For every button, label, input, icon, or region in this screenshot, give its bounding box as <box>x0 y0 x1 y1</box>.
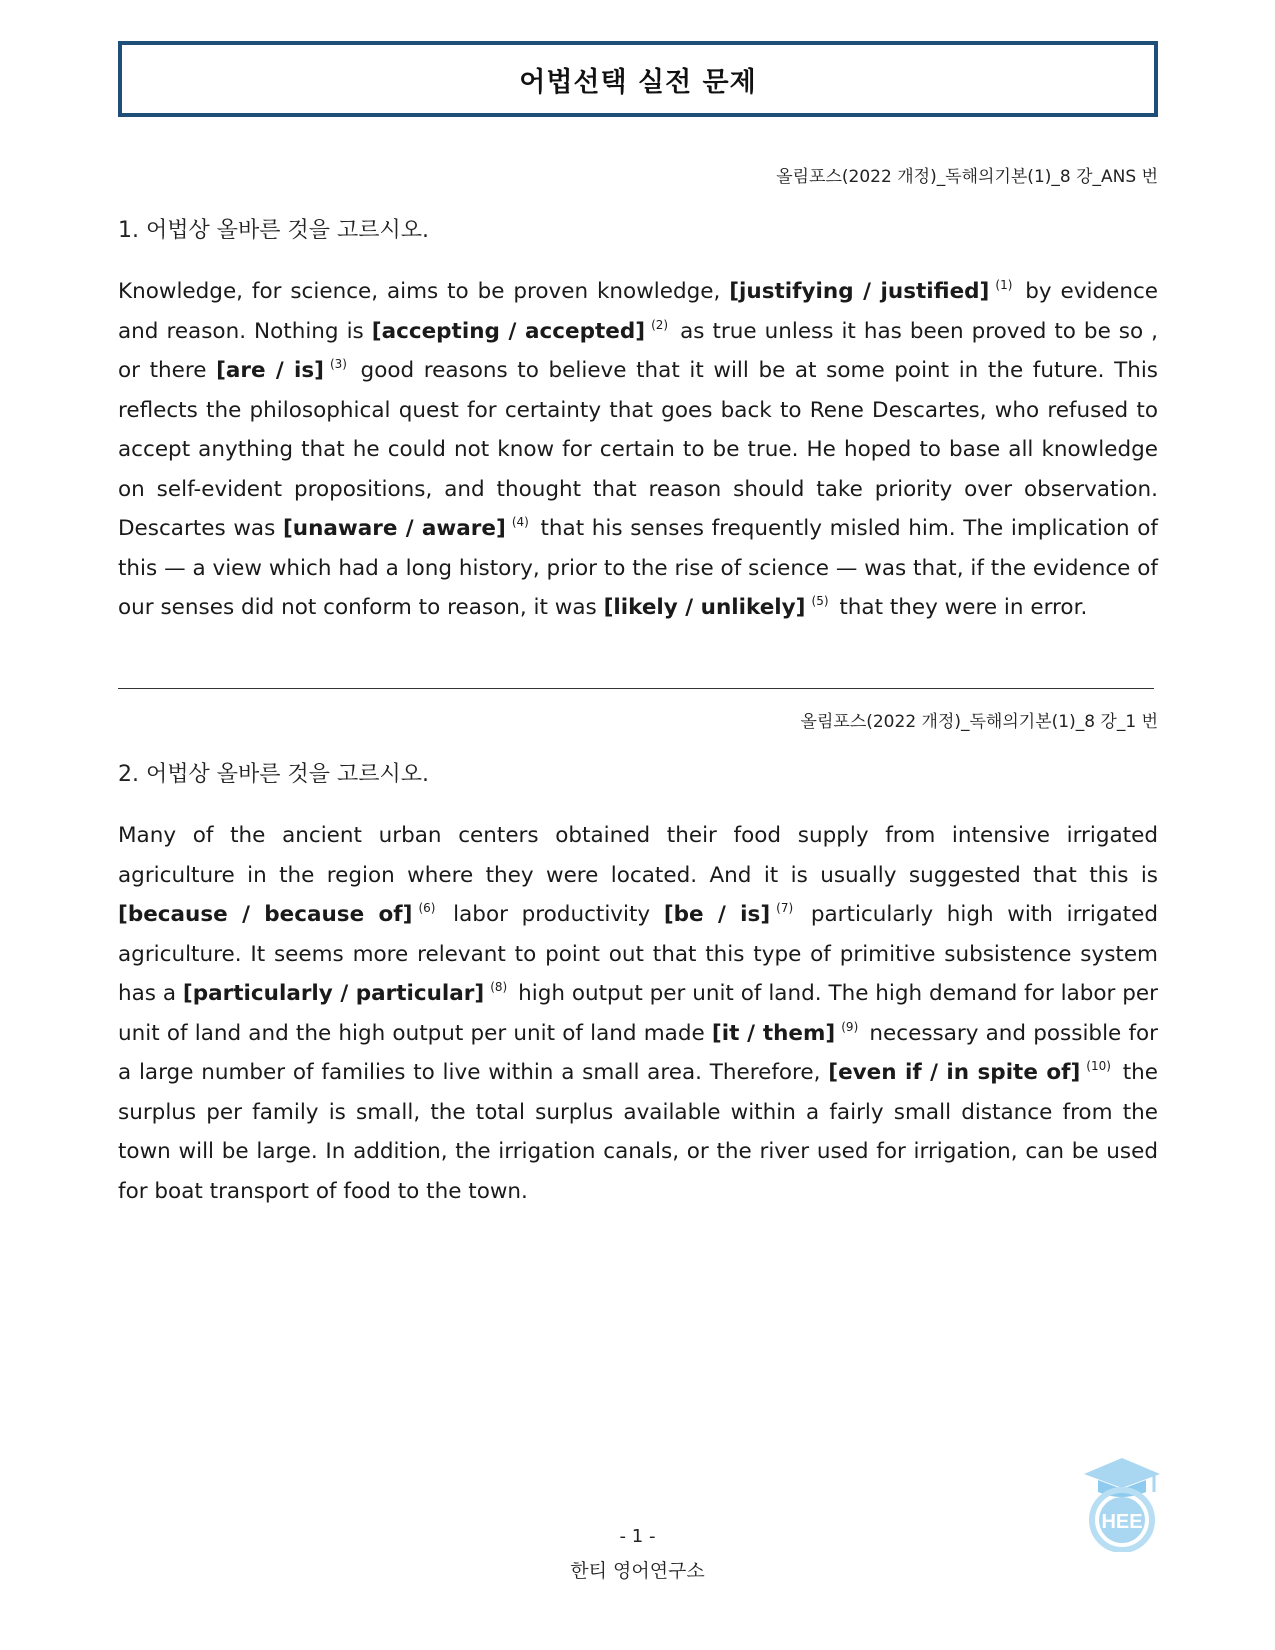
passage-text: by evidence and reason. Nothing is <box>118 279 1158 344</box>
page-number: - 1 - <box>619 1526 656 1547</box>
choice-4: [unaware / aware] <box>282 516 506 541</box>
question-2-source: 올림포스(2022 개정)_독해의기본(1)_8 강_1 번 <box>800 712 1158 732</box>
choice-10: [even if / in spite of] <box>828 1060 1081 1085</box>
passage-text: necessary and possible for a large number of families to live within a small area. Therefore, <box>118 1020 1159 1085</box>
passage-text: the surplus per family is small, the total surplus available within a fairly small distance from the town will be large. In addition, the irrigation canals, or the river used for irrigation, can be used for boat transport of food to the town. <box>118 1060 1158 1204</box>
choice-4-number: (4) <box>511 515 529 529</box>
section-divider <box>118 688 1154 689</box>
question-2-instruction: 2. 어법상 올바른 것을 고르시오. <box>118 762 429 787</box>
choice-2: [accepting / accepted] <box>371 318 646 344</box>
passage-text: that they were in error. <box>832 595 1088 620</box>
choice-8-number: (8) <box>490 980 508 994</box>
passage-text: particularly high with irrigated agriculture. It seems more relevant to point out that this type of primitive subsistence system has a <box>118 902 1158 1006</box>
question-2-passage <box>118 816 1158 1211</box>
title-box <box>118 41 1158 117</box>
passage-text: high output per unit of land. The high demand for labor per unit of land and the high output per unit of land made <box>118 981 1158 1046</box>
choice-2-number: (2) <box>651 317 669 332</box>
choice-6-number: (6) <box>418 901 436 915</box>
choice-7-number: (7) <box>776 901 794 915</box>
choice-7: [be / is] <box>663 902 771 927</box>
choice-5: [likely / unlikely] <box>603 595 806 620</box>
question-1-instruction: 1. 어법상 올바른 것을 고르시오. <box>118 218 429 243</box>
passage-text: Many of the ancient urban centers obtained their food supply from intensive irrigated agriculture in the region where they were located. And it is usually suggested that this is <box>118 823 1158 888</box>
choice-1-number: (1) <box>995 278 1013 292</box>
question-1-passage <box>118 272 1158 628</box>
choice-10-number: (10) <box>1086 1059 1111 1073</box>
choice-1: [justifying / justified] <box>729 279 990 304</box>
passage-text: Knowledge, for science, aims to be proven knowledge, <box>118 279 730 304</box>
choice-3-number: (3) <box>329 357 347 371</box>
passage-text: labor productivity <box>439 902 664 927</box>
choice-8: [particularly / particular] <box>182 981 485 1006</box>
footer-brand: 한티 영어연구소 <box>570 1560 705 1582</box>
hee-logo <box>1080 1452 1164 1552</box>
page-title: 어법선택 실전 문제 <box>519 66 757 98</box>
choice-9-number: (9) <box>841 1019 859 1034</box>
logo-text: HEE <box>1101 1511 1143 1533</box>
passage-text: that his senses frequently misled him. The implication of this — a view which had a long history, prior to the rise of science — was that, if the evidence of our senses did not conform to reason, it was <box>118 516 1158 620</box>
choice-3: [are / is] <box>216 358 324 383</box>
passage-text: as true unless it has been proved to be so , or there <box>118 318 1158 383</box>
choice-6: [because / because of] <box>118 902 413 927</box>
passage-text: good reasons to believe that it will be at some point in the future. This reflects the philosophical quest for certainty that goes back to Rene Descartes, who refused to accept anything that he could not know for certain to be true. He hoped to base all knowledge on self-evident propositions, and thought that reason should take priority over observation. Descartes was <box>118 358 1158 541</box>
question-1-source: 올림포스(2022 개정)_독해의기본(1)_8 강_ANS 번 <box>776 167 1158 187</box>
choice-9: [it / them] <box>711 1020 836 1046</box>
choice-5-number: (5) <box>811 594 829 608</box>
